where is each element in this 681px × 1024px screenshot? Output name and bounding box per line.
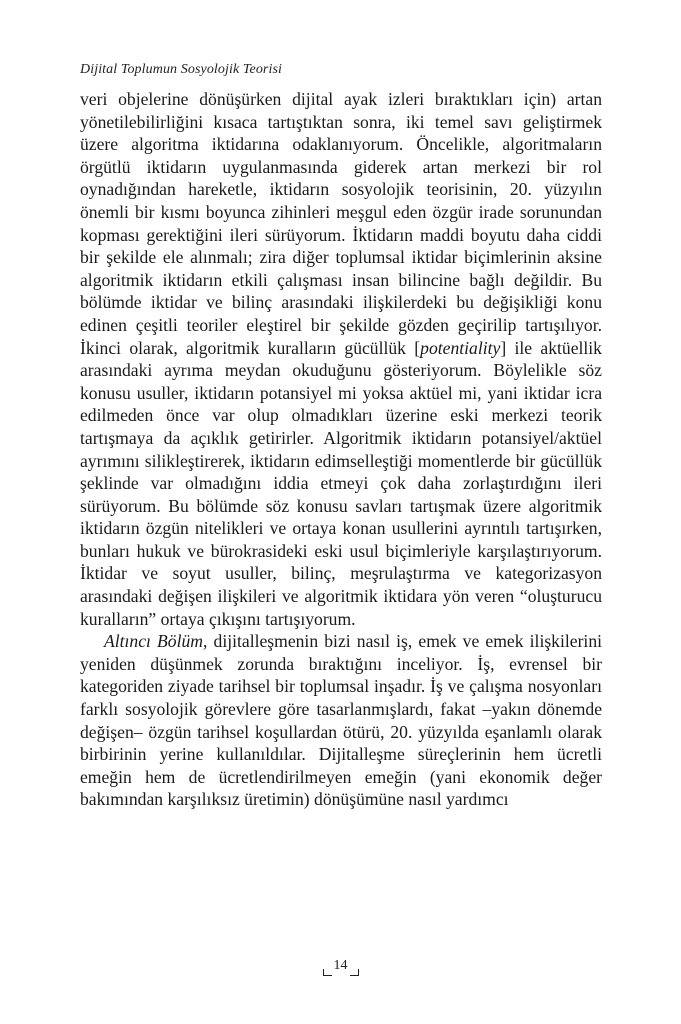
running-header: Dijital Toplumun Sosyolojik Teorisi bbox=[80, 62, 282, 77]
paragraph-1 bbox=[80, 88, 602, 630]
chapter-reference: Altıncı Bölüm bbox=[104, 631, 203, 652]
body-text bbox=[80, 88, 602, 811]
italic-term: potentiality bbox=[420, 337, 501, 358]
page-number-footer bbox=[0, 958, 681, 976]
paragraph-2 bbox=[80, 630, 602, 811]
page-number: 14 bbox=[323, 958, 359, 976]
text-run: ] ile aktüellik arasındaki ayrıma meydan okuduğunu gösteriyorum. Böylelikle söz konusu usuller, iktidarın potansiyel mi yoksa aktüel mi, yani iktidar icra edilmeden önce var olup olmadıkları üzerine eski merkezi teorik tartışmaya da açıklık getirirler. Algoritmik iktidarın potansiyel/aktüel ayrımını silikleştirerek, iktidarın edimselleştiği momentlerde bir gücüllük şeklinde var olmadığını iddia etmeyi çok daha zorlaştırdığını ileri sürüyorum. Bu bölümde söz konusu savları tartışmak üzere algoritmik iktidarın özgün nitelikleri ve ortaya konan usullerini ayrıntılı tartışırken, bunları hukuk ve bürokrasideki eski usul biçimleriyle karşılaştırıyorum. İktidar ve soyut usuller, bilinç, meşrulaştırma ve kategorizasyon arasındaki değişen ilişkileri ve algoritmik iktidara yön veren “oluşturucu kuralların” ortaya çıkışını tartışıyorum. bbox=[80, 337, 602, 629]
text-run: , dijitalleşmenin bizi nasıl iş, emek ve emek ilişkilerini yeniden düşünmek zorunda bıraktığını inceliyor. İş, evrensel bir kategoriden ziyade tarihsel bir toplumsal inşadır. İş ve çalışma nosyonları farklı sosyolojik görevlere göre tasarlanmışlardı, fakat –yakın dönemde değişen– özgün tarihsel koşullardan ötürü, 20. yüzyılda eşanlamlı olarak birbirinin yerine kullanıldılar. Dijitalleşme süreçlerinin hem ücretli emeğin hem de ücretlendirilmeyen emeğin (yani ekonomik değer bakımından karşılıksız üretimin) dönüşümüne nasıl yardımcı bbox=[80, 631, 602, 810]
text-run: veri objelerine dönüşürken dijital ayak izleri bıraktıkları için) artan yönetilebilirliğini kısaca tartıştıktan sonra, iki temel savı geliştirmek üzere algoritma iktidarına odaklanıyorum. Öncelikle, algoritmaların örgütlü iktidarın uygulanmasında giderek artan merkezi bir rol oynadığından hareketle, iktidarın sosyolojik teorisinin, 20. yüzyılın önemli bir kısmı boyunca zihinleri meşgul eden özgür irade sorunundan kopması gerektiğini ileri sürüyorum. İktidarın maddi boyutu daha ciddi bir şekilde ele alınmalı; zira diğer toplumsal iktidar biçimlerinin aksine algoritmik iktidarın etkili çalışması insan bilincine bağlı değildir. Bu bölümde iktidar ve bilinç arasındaki ilişkilerdeki bu değişikliği konu edinen çeşitli teoriler eleştirel bir şekilde gözden geçirilip tartışılıyor. İkinci olarak, algoritmik kuralların gücüllük [ bbox=[80, 89, 602, 358]
